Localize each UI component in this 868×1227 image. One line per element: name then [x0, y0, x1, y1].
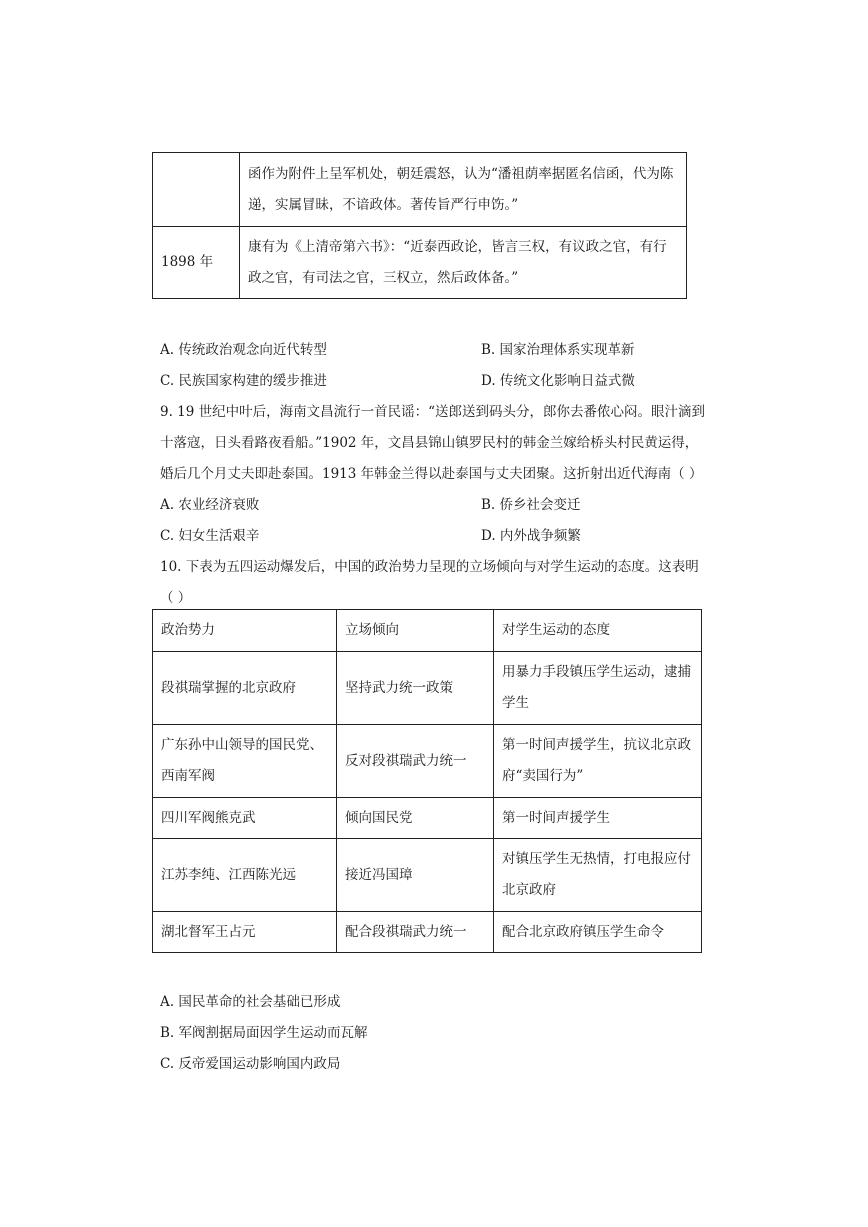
table-row	[153, 227, 687, 299]
q9-stem-line: 9. 19 世纪中叶后，海南文昌流行一首民谣：“送郎送到码头分，郎你去番侬心闷。眼汁滴到	[160, 404, 706, 420]
table-cell: 江苏李纯、江西陈光远	[153, 839, 337, 912]
table-cell: 接近冯国璋	[337, 839, 494, 912]
table-cell: 广东孙中山领导的国民党、西南军阀	[153, 725, 337, 798]
table-cell: 配合北京政府镇压学生命令	[494, 912, 702, 953]
table-cell: 倾向国民党	[337, 798, 494, 839]
q9-option-d[interactable]: D. 内外战争频繁	[481, 528, 581, 544]
q10-stem-line: （ ）	[160, 590, 192, 606]
table-cell: 对镇压学生无热情，打电报应付北京政府	[494, 839, 702, 912]
table-cell: 用暴力手段镇压学生运动，逮捕学生	[494, 652, 702, 725]
table-row	[153, 153, 687, 227]
table-cell: 第一时间声援学生	[494, 798, 702, 839]
year-cell	[153, 153, 240, 227]
quote-cell: 函作为附件上呈军机处，朝廷震怒，认为“潘祖荫率据匿名信函，代为陈递，实属冒昧，不谙政体。著传旨严行申饬。”	[240, 153, 687, 227]
q9-option-c[interactable]: C. 妇女生活艰辛	[160, 528, 260, 544]
q10-option-b[interactable]: B. 军阀割据局面因学生运动而瓦解	[160, 1025, 368, 1041]
table-header-row	[153, 610, 702, 652]
column-header: 立场倾向	[337, 610, 494, 652]
q10-option-c[interactable]: C. 反帝爱国运动影响国内政局	[160, 1056, 341, 1072]
table-row	[153, 839, 702, 912]
column-header: 政治势力	[153, 610, 337, 652]
table-cell: 反对段祺瑞武力统一	[337, 725, 494, 798]
table-cell: 第一时间声援学生，抗议北京政府“卖国行为”	[494, 725, 702, 798]
table-cell: 段祺瑞掌握的北京政府	[153, 652, 337, 725]
table-row	[153, 798, 702, 839]
q8-option-d[interactable]: D. 传统文化影响日益式微	[481, 373, 635, 389]
q9-option-b[interactable]: B. 侨乡社会变迁	[481, 497, 581, 513]
table-cell: 配合段祺瑞武力统一	[337, 912, 494, 953]
q9-option-a[interactable]: A. 农业经济衰败	[160, 497, 260, 513]
year-cell: 1898 年	[153, 227, 240, 299]
quote-cell: 康有为《上清帝第六书》：“近泰西政论，皆言三权，有议政之官，有行政之官，有司法之官，三权立，然后政体备。”	[240, 227, 687, 299]
q8-option-a[interactable]: A. 传统政治观念向近代转型	[160, 342, 327, 358]
q10-option-a[interactable]: A. 国民革命的社会基础已形成	[160, 994, 341, 1010]
q9-stem-line: 婚后几个月丈夫即赴泰国。1913 年韩金兰得以赴泰国与丈夫团聚。这折射出近代海南（ ）	[160, 466, 703, 482]
table-cell: 湖北督军王占元	[153, 912, 337, 953]
table-row	[153, 912, 702, 953]
table-row	[153, 725, 702, 798]
q8-option-c[interactable]: C. 民族国家构建的缓步推进	[160, 373, 327, 389]
political-forces-table	[152, 609, 702, 953]
table-cell: 坚持武力统一政策	[337, 652, 494, 725]
q9-stem-line: 十落寇，日头看路夜看船。”1902 年，文昌县锦山镇罗民村的韩金兰嫁给桥头村民黄运得，	[160, 435, 699, 451]
history-quote-table	[152, 152, 687, 299]
q10-stem-line: 10. 下表为五四运动爆发后，中国的政治势力呈现的立场倾向与对学生运动的态度。这表明	[160, 559, 699, 575]
table-row	[153, 652, 702, 725]
column-header: 对学生运动的态度	[494, 610, 702, 652]
q8-option-b[interactable]: B. 国家治理体系实现革新	[481, 342, 635, 358]
table-cell: 四川军阀熊克武	[153, 798, 337, 839]
